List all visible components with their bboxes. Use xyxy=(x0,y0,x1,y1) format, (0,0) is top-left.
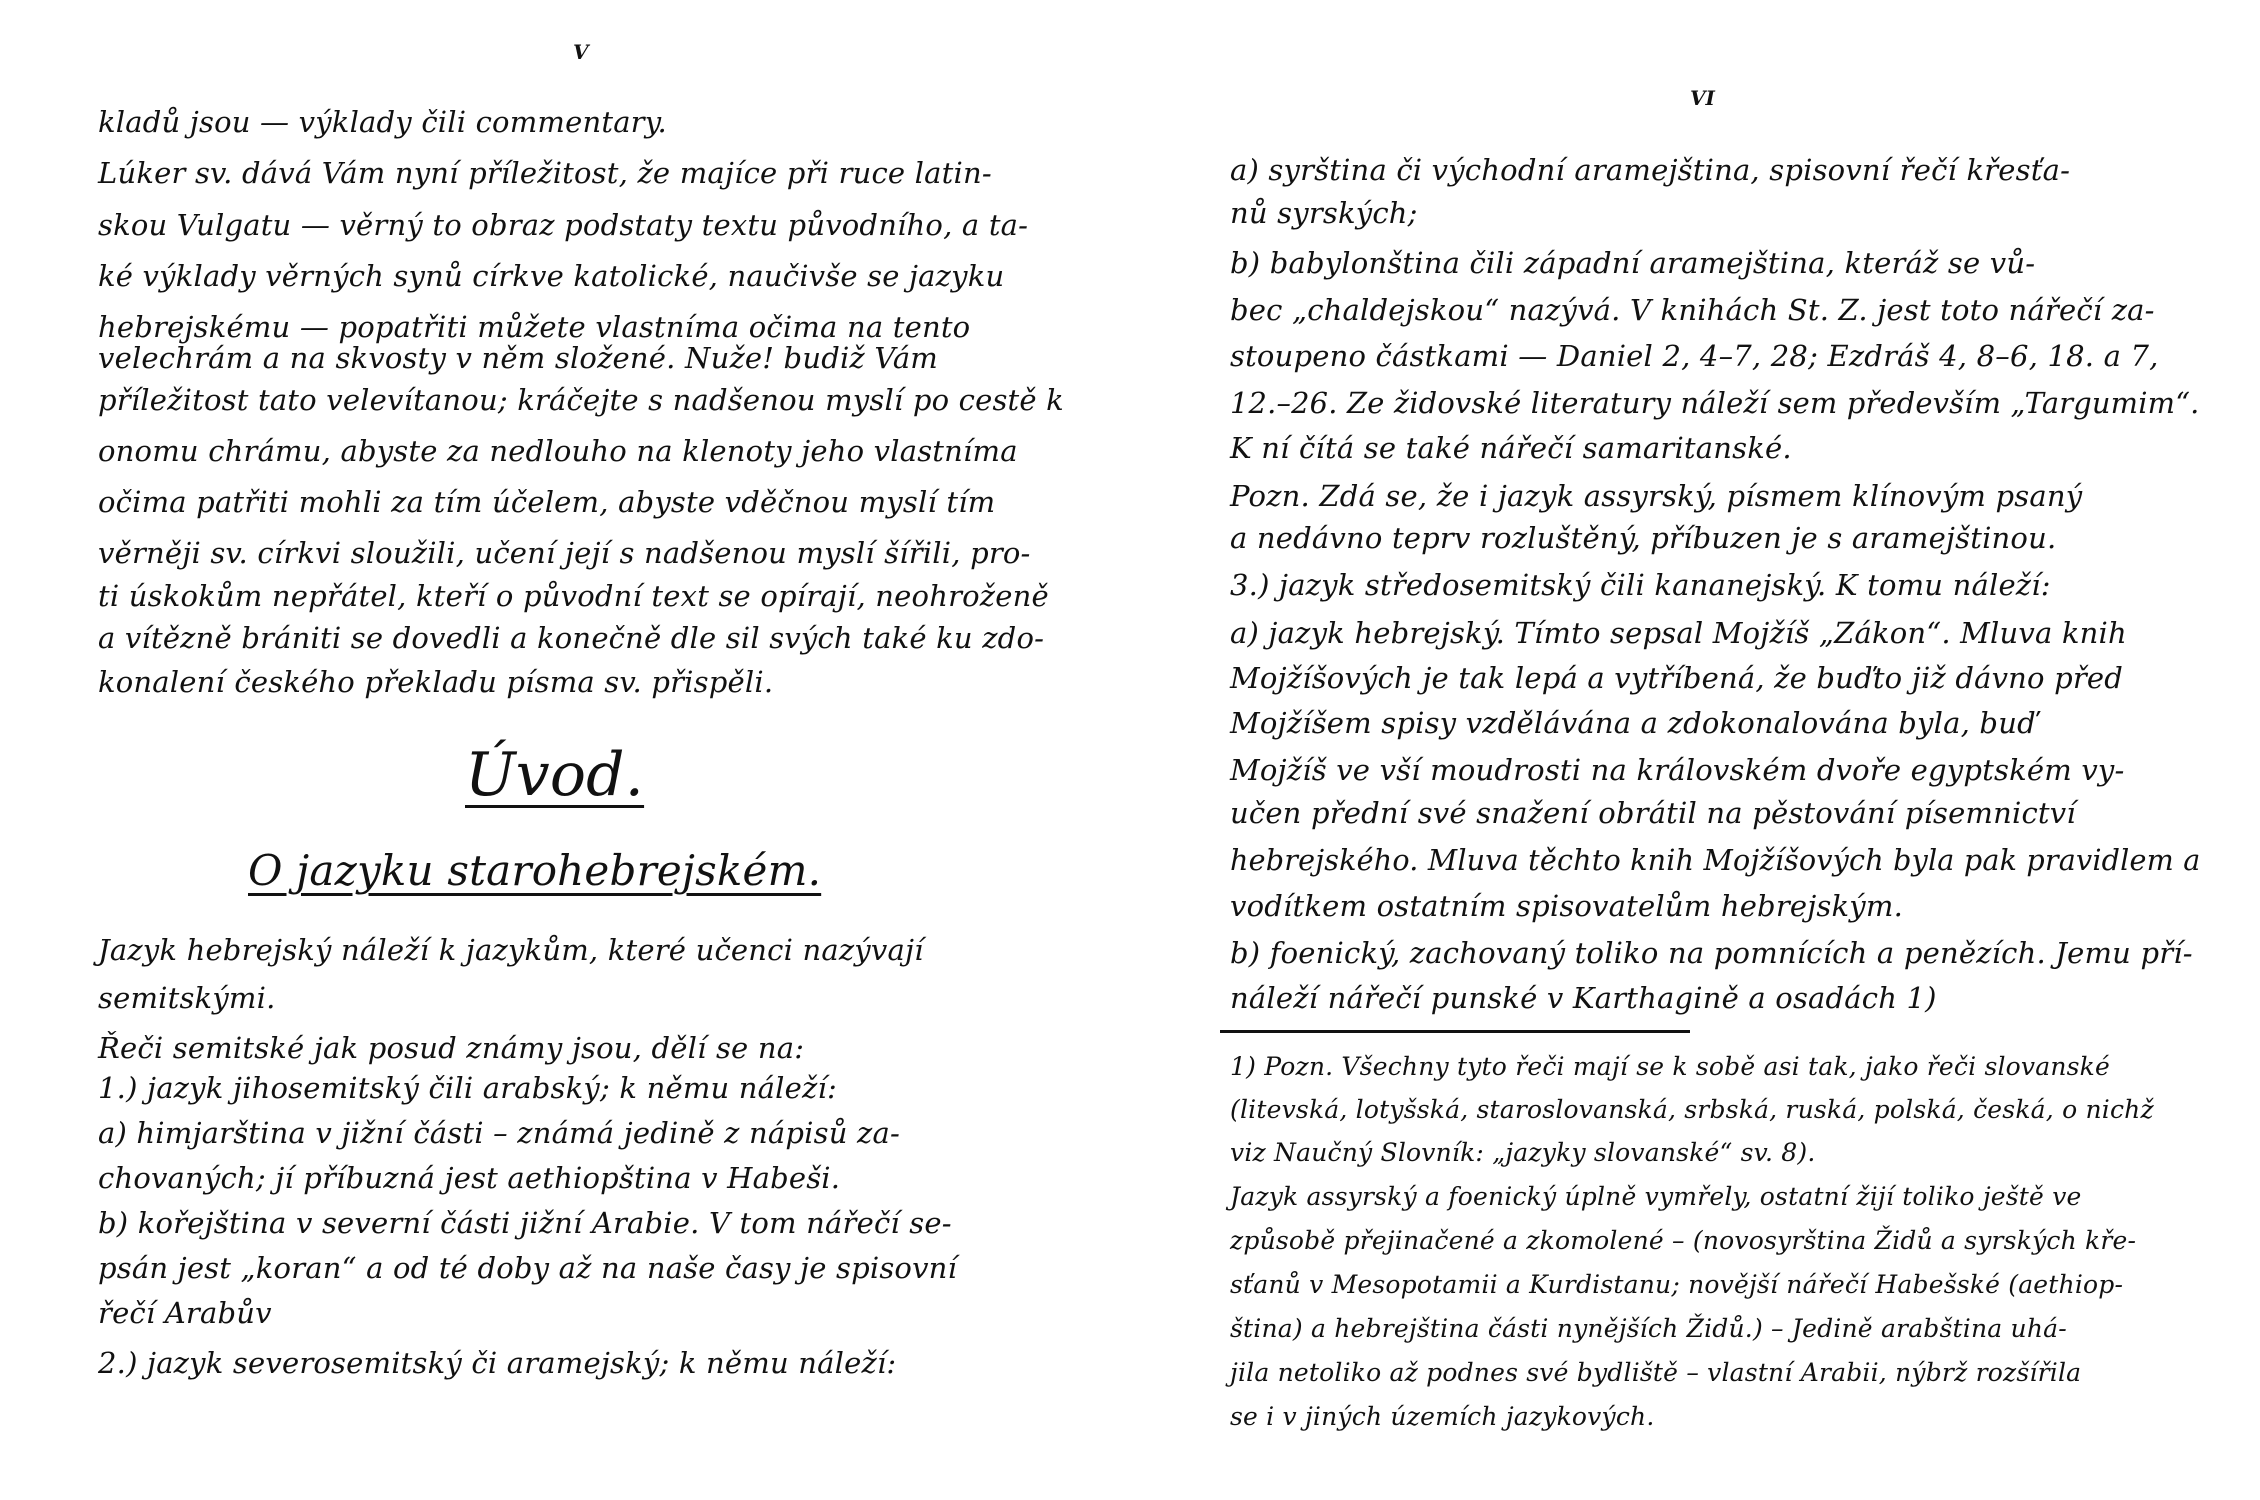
chapter-title: Úvod. xyxy=(465,740,645,810)
text-line: hebrejskému — popatřiti můžete vlastníma očima na tento xyxy=(98,310,971,344)
section-heading: O jazyku starohebrejském. xyxy=(248,846,822,895)
text-line: a) himjarština v jižní části – známá jedině z nápisů za- xyxy=(98,1116,900,1150)
text-line: onomu chrámu, abyste za nedlouho na klenoty jeho vlastníma xyxy=(98,434,1018,468)
text-line: Řeči semitské jak posud známy jsou, dělí se na: xyxy=(98,1031,805,1065)
footnote-line: ština) a hebrejština části nynějších Židů.) – Jedině arabština uhá- xyxy=(1230,1314,2067,1343)
footnote-line: jila netoliko až podnes své bydliště – vlastní Arabii, nýbrž rozšířila xyxy=(1230,1358,2082,1387)
text-line: bec „chaldejskou“ nazývá. V knihách St. Z. jest toto nářečí za- xyxy=(1230,293,2155,327)
page-number-right: VI xyxy=(1690,86,1715,110)
text-line: a) syrština či východní aramejština, spisovní řečí křesťa- xyxy=(1230,153,2071,187)
text-line: očima patřiti mohli za tím účelem, abyste vděčnou myslí tím xyxy=(98,485,996,519)
text-line: ké výklady věrných synů církve katolické, naučivše se jazyku xyxy=(98,259,1005,293)
text-line: příležitost tato velevítanou; kráčejte s nadšenou myslí po cestě k xyxy=(98,383,1064,417)
text-line: skou Vulgatu — věrný to obraz podstaty textu původního, a ta- xyxy=(98,208,1029,242)
text-line: semitskými. xyxy=(98,981,276,1015)
text-line: ti úskokům nepřátel, kteří o původní text se opírají, neohroženě xyxy=(98,579,1049,613)
text-line: stoupeno částkami — Daniel 2, 4–7, 28; Ezdráš 4, 8–6, 18. a 7, xyxy=(1230,339,2159,373)
footnote-line: Jazyk assyrský a foenický úplně vymřely, ostatní žijí toliko ještě ve xyxy=(1230,1182,2082,1211)
footnote-divider xyxy=(1220,1030,1690,1033)
text-line: vodítkem ostatním spisovatelům hebrejským. xyxy=(1230,889,1903,923)
text-line: Lúker sv. dává Vám nyní příležitost, že majíce při ruce latin- xyxy=(98,156,992,190)
text-line: konalení českého překladu písma sv. přispěli. xyxy=(98,665,774,699)
text-line: Jazyk hebrejský náleží k jazykům, které učenci nazývají xyxy=(98,933,924,967)
text-line: Pozn. Zdá se, že i jazyk assyrský, písmem klínovým psaný xyxy=(1230,479,2083,513)
page-number-left: V xyxy=(573,40,589,64)
footnote-line: 1) Pozn. Všechny tyto řeči mají se k sobě asi tak, jako řeči slovanské xyxy=(1230,1052,2111,1081)
footnote-line: viz Naučný Slovník: „jazyky slovanské“ sv. 8). xyxy=(1230,1138,1816,1167)
text-line: velechrám a na skvosty v něm složené. Nuže! budiž Vám xyxy=(98,341,939,375)
text-line: kladů jsou — výklady čili commentary. xyxy=(98,105,667,139)
text-line: učen přední své snažení obrátil na pěstování písemnictví xyxy=(1230,796,2076,830)
text-line: náleží nářečí punské v Karthagině a osadách 1) xyxy=(1230,981,1937,1015)
text-line: b) babylonština čili západní aramejština, kteráž se vů- xyxy=(1230,246,2036,280)
footnote-line: se i v jiných územích jazykových. xyxy=(1230,1402,1655,1431)
text-line: Mojžíš ve vší moudrosti na královském dvoře egyptském vy- xyxy=(1230,753,2125,787)
text-line: Mojžíšem spisy vzdělávána a zdokonalována byla, buď xyxy=(1230,706,2036,740)
text-line: 2.) jazyk severosemitský či aramejský; k němu náleží: xyxy=(98,1346,897,1380)
text-line: hebrejského. Mluva těchto knih Mojžíšových byla pak pravidlem a xyxy=(1230,843,2201,877)
text-line: věrněji sv. církvi sloužili, učení její s nadšenou myslí šířili, pro- xyxy=(98,536,1031,570)
text-line: nů syrských; xyxy=(1230,196,1418,230)
footnote-line: sťanů v Mesopotamii a Kurdistanu; novější nářečí Habešské (aethiop- xyxy=(1230,1270,2124,1299)
text-line: 12.–26. Ze židovské literatury náleží sem především „Targumim“. xyxy=(1230,386,2200,420)
text-line: 1.) jazyk jihosemitský čili arabský; k němu náleží: xyxy=(98,1071,837,1105)
text-line: a nedávno teprv rozluštěný, příbuzen je s aramejštinou. xyxy=(1230,521,2057,555)
footnote-line: (litevská, lotyšská, staroslovanská, srbská, ruská, polská, česká, o nichž xyxy=(1230,1095,2154,1124)
text-line: b) foenický, zachovaný toliko na pomnících a penězích. Jemu pří- xyxy=(1230,936,2193,970)
text-line: K ní čítá se také nářečí samaritanské. xyxy=(1230,431,1792,465)
text-line: řečí Arabův xyxy=(98,1296,272,1330)
footnote-line: způsobě přejinačené a zkomolené – (novosyrština Židů a syrských kře- xyxy=(1230,1226,2137,1255)
text-line: b) kořejština v severní části jižní Arabie. V tom nářečí se- xyxy=(98,1206,952,1240)
text-line: psán jest „koran“ a od té doby až na naše časy je spisovní xyxy=(98,1251,958,1285)
text-line: Mojžíšových je tak lepá a vytříbená, že buďto již dávno před xyxy=(1230,661,2124,695)
text-line: 3.) jazyk středosemitský čili kananejský. K tomu náleží: xyxy=(1230,568,2051,602)
text-line: a) jazyk hebrejský. Tímto sepsal Mojžíš „Zákon“. Mluva knih xyxy=(1230,616,2127,650)
text-line: a vítězně brániti se dovedli a konečně dle sil svých také ku zdo- xyxy=(98,621,1045,655)
text-line: chovaných; jí příbuzná jest aethiopština v Habeši. xyxy=(98,1161,841,1195)
right-page xyxy=(1130,0,2260,1500)
